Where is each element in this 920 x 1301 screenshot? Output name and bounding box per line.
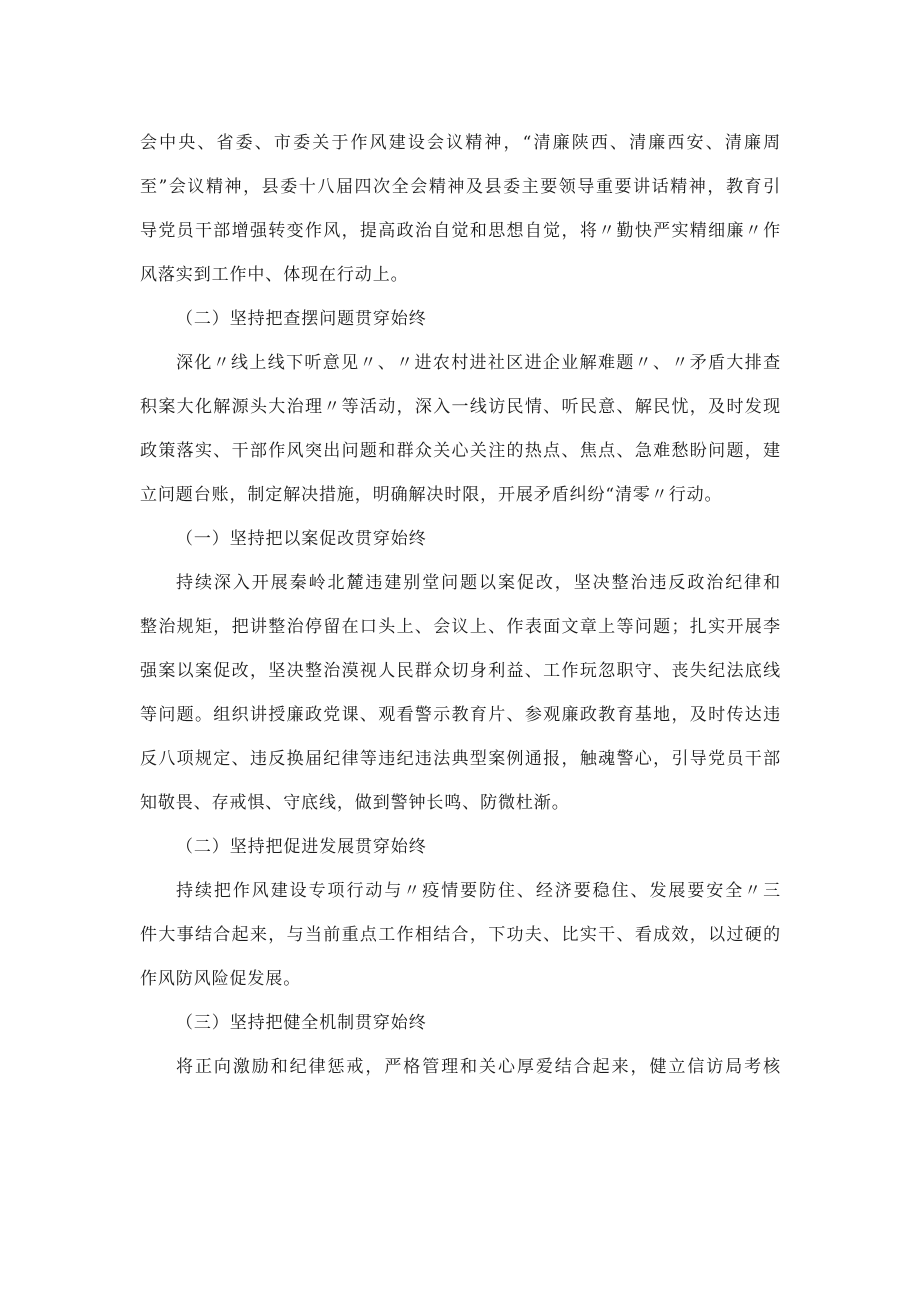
paragraph-line: 件大事结合起来，与当前重点工作相结合，下功夫、比实干、看成效，以过硬的 [140,925,781,945]
paragraph-line: 作风防风险促发展。 [140,969,302,989]
paragraph-line: 持续把作风建设专项行动与〃疫情要防住、经济要稳住、发展要安全〃三 [176,881,781,901]
section-heading: （三）坚持把健全机制贯穿始终 [176,1013,427,1033]
paragraph-line: 立问题台账，制定解决措施，明确解决时限，开展矛盾纠纷“清零〃行动。 [140,485,723,505]
section-heading: （二）坚持把促进发展贯穿始终 [176,837,427,857]
paragraph-line: 等问题。组织讲授廉政党课、观看警示教育片、参观廉政教育基地，及时传达违 [140,705,781,725]
paragraph-line: 反八项规定、违反换届纪律等违纪违法典型案例通报，触魂警心，引导党员干部 [140,749,781,769]
paragraph-line: 导党员干部增强转变作风，提高政治自觉和思想自觉，将〃勤快严实精细廉〃作 [140,221,781,241]
paragraph-line: 至”会议精神，县委十八届四次全会精神及县委主要领导重要讲话精神，教育引 [140,177,781,197]
paragraph-line: 持续深入开展秦岭北麓违建别堂问题以案促改，坚决整治违反政治纪律和 [176,573,781,593]
paragraph-line: 将正向激励和纪律惩戒，严格管理和关心厚爱结合起来，健立信访局考核 [176,1057,781,1077]
paragraph-line: 知敬畏、存戒惧、守底线，做到警钟长鸣、防微杜渐。 [140,793,570,813]
paragraph-line: 风落实到工作中、体现在行动上。 [140,265,409,285]
paragraph-line: 政策落实、干部作风突出问题和群众关心关注的热点、焦点、急难愁盼问题，建 [140,441,781,461]
paragraph-line: 强案以案促改，坚决整治漠视人民群众切身利益、工作玩忽职守、丧失纪法底线 [140,661,781,681]
section-heading: （一）坚持把以案促改贯穿始终 [176,529,427,549]
section-heading: （二）坚持把查摆问题贯穿始终 [176,309,427,329]
paragraph-line: 深化〃线上线下听意见〃、〃进农村进社区进企业解难题〃、〃矛盾大排查 [176,353,781,373]
paragraph-line: 积案大化解源头大治理〃等活动，深入一线访民情、听民意、解民忧，及时发现 [140,397,781,417]
paragraph-line: 会中央、省委、市委关于作风建设会议精神，“清廉陕西、清廉西安、清廉周 [140,133,781,153]
paragraph-line: 整治规矩，把讲整治停留在口头上、会议上、作表面文章上等问题；扎实开展李 [140,617,781,637]
